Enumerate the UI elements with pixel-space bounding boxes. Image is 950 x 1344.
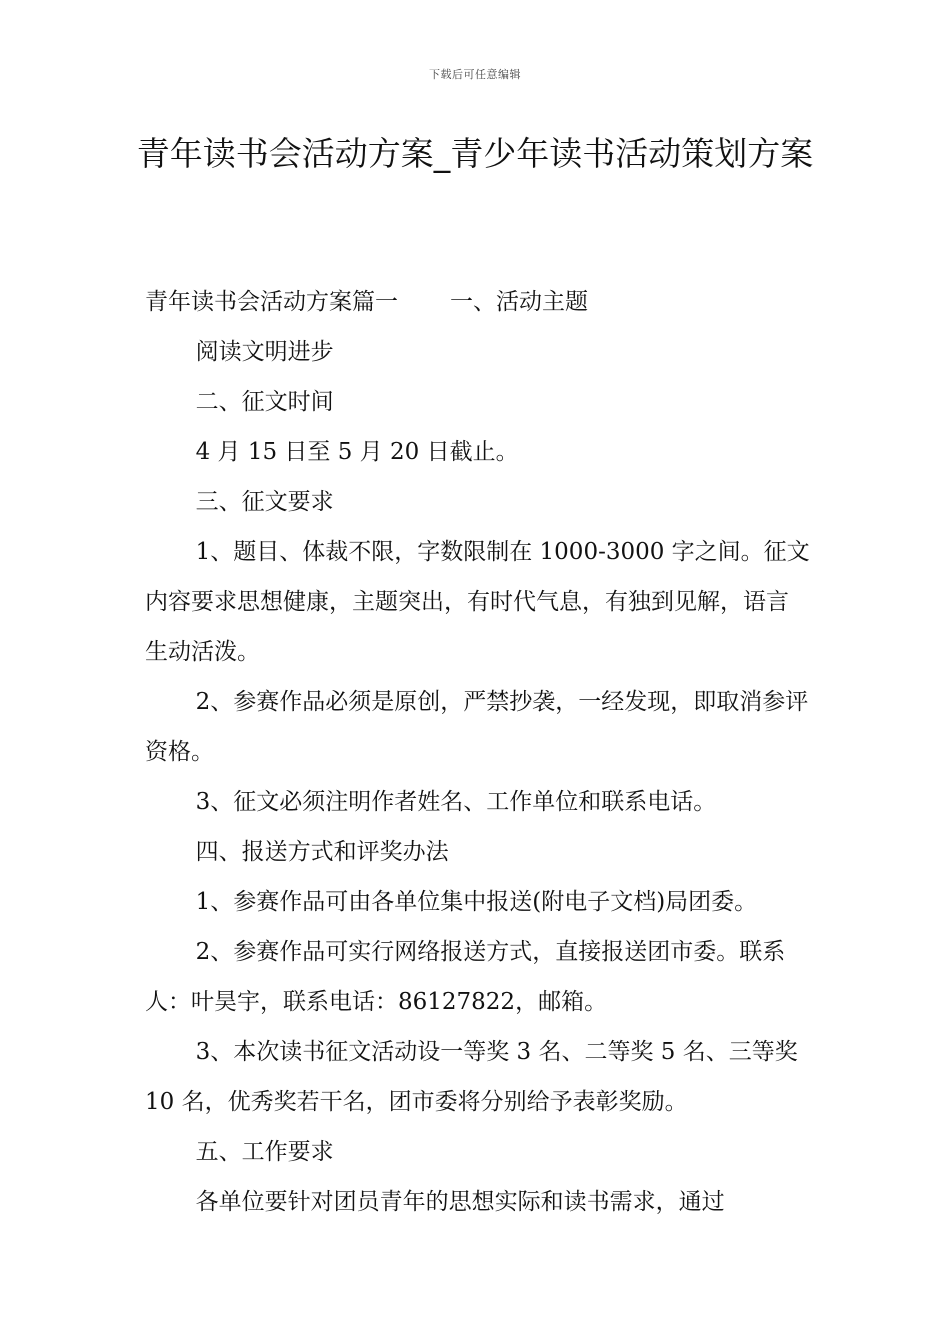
intro-line <box>145 277 810 327</box>
document-title: 青年读书会活动方案_青少年读书活动策划方案 <box>136 134 814 173</box>
paragraph: 1、题目、体裁不限，字数限制在 1000-3000 字之间。征文内容要求思想健康，主题突出，有时代气息，有独到见解，语言生动活泼。 <box>145 539 810 665</box>
paragraph: 3、本次读书征文活动设一等奖 3 名、二等奖 5 名、三等奖 10 名，优秀奖若干名，团市委将分别给予表彰奖励。 <box>145 1039 798 1115</box>
section-heading: 五、工作要求 <box>195 1139 334 1165</box>
section-heading-theme: 一、活动主题 <box>450 289 588 315</box>
document-body <box>145 277 810 1227</box>
paragraph: 2、参赛作品必须是原创，严禁抄袭，一经发现，即取消参评资格。 <box>145 689 809 765</box>
paragraph: 1、参赛作品可由各单位集中报送(附电子文档)局团委。 <box>195 889 758 915</box>
section-heading: 二、征文时间 <box>195 389 334 415</box>
paragraph: 4 月 15 日至 5 月 20 日截止。 <box>195 439 519 465</box>
section-heading: 四、报送方式和评奖办法 <box>195 839 449 865</box>
page-header-note: 下载后可任意编辑 <box>429 68 521 81</box>
paragraph: 阅读文明进步 <box>195 339 334 365</box>
intro-heading: 青年读书会活动方案篇一 <box>145 289 398 315</box>
section-heading: 三、征文要求 <box>195 489 334 515</box>
paragraph: 3、征文必须注明作者姓名、工作单位和联系电话。 <box>195 789 717 815</box>
paragraph: 各单位要针对团员青年的思想实际和读书需求，通过 <box>195 1189 725 1215</box>
paragraph: 2、参赛作品可实行网络报送方式，直接报送团市委。联系人：叶昊宇，联系电话：86127822，邮箱。 <box>145 939 786 1015</box>
